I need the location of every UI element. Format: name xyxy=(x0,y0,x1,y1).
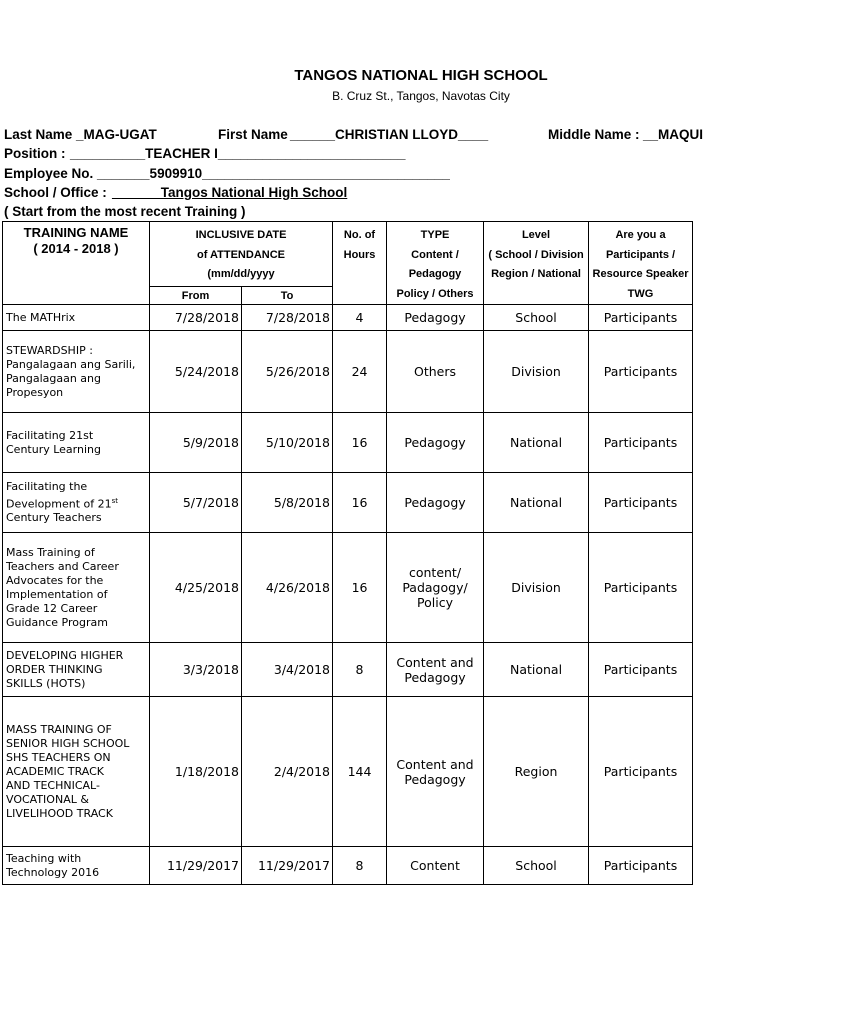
training-name-line: Mass Training of xyxy=(6,545,95,559)
date-to-cell: 5/10/2018 xyxy=(242,413,333,473)
level-cell: Division xyxy=(484,331,589,413)
table-row xyxy=(3,413,693,473)
type-cell xyxy=(387,533,484,643)
type-line: Pedagogy xyxy=(404,435,466,450)
training-name-line: Century Teachers xyxy=(6,511,102,525)
school-office-value: __ Tangos National High School xyxy=(112,185,348,200)
middle-name-value: __MAQUI xyxy=(643,127,704,142)
type-line: Content and xyxy=(396,756,474,772)
training-name-line: Teachers and Career xyxy=(6,559,119,573)
last-name-value: _MAG-UGAT xyxy=(76,127,157,142)
table-row xyxy=(3,697,693,847)
header-type-line: Content / xyxy=(411,248,459,261)
level-cell: School xyxy=(484,305,589,331)
role-cell: Participants xyxy=(589,533,693,643)
ordinal-suffix: st xyxy=(111,496,119,505)
training-name-line: STEWARDSHIP : xyxy=(6,343,93,357)
date-from-cell: 5/24/2018 xyxy=(150,331,242,413)
school-address: B. Cruz St., Tangos, Navotas City xyxy=(332,89,510,103)
header-inclusive-date-line: INCLUSIVE DATE xyxy=(195,229,287,241)
header-level-line: Region / National xyxy=(491,268,581,280)
date-from-cell: 5/9/2018 xyxy=(150,413,242,473)
table-row xyxy=(3,533,693,643)
header-role-line: TWG xyxy=(627,287,654,300)
type-line: content/ xyxy=(408,565,462,580)
trainings-table xyxy=(2,221,693,885)
header-type-line: TYPE xyxy=(420,229,450,241)
training-name-line: Facilitating the xyxy=(6,479,88,493)
table-row xyxy=(3,643,693,697)
training-name-line: DEVELOPING HIGHER xyxy=(6,648,124,662)
school-office-label: School / Office : xyxy=(4,185,107,200)
date-from-cell: 11/29/2017 xyxy=(150,847,242,885)
employee-no-value: _______5909910_________________________________ xyxy=(97,166,450,181)
training-name-line: Development of 21st xyxy=(6,496,119,511)
header-from: From xyxy=(150,287,242,305)
role-cell: Participants xyxy=(589,413,693,473)
date-to-cell: 4/26/2018 xyxy=(242,533,333,643)
type-cell xyxy=(387,331,484,413)
type-line: Content xyxy=(410,858,460,873)
training-name-line: ACADEMIC TRACK xyxy=(6,764,105,778)
training-instruction: ( Start from the most recent Training ) xyxy=(4,204,246,219)
type-cell xyxy=(387,413,484,473)
training-name-line: LIVELIHOOD TRACK xyxy=(6,806,113,820)
level-cell: National xyxy=(484,643,589,697)
training-name-line: Technology 2016 xyxy=(6,865,100,879)
training-name-line: AND TECHNICAL- xyxy=(6,778,100,792)
date-to-cell: 2/4/2018 xyxy=(242,697,333,847)
training-name-cell xyxy=(3,643,150,697)
level-cell: School xyxy=(484,847,589,885)
type-line: Pedagogy xyxy=(404,495,466,510)
header-hours-line: No. of xyxy=(343,229,376,241)
header-level-line: ( School / Division xyxy=(488,248,584,261)
hours-cell: 8 xyxy=(333,847,387,885)
type-cell xyxy=(387,697,484,847)
date-to-cell: 3/4/2018 xyxy=(242,643,333,697)
level-cell: National xyxy=(484,473,589,533)
hours-cell: 24 xyxy=(333,331,387,413)
role-cell: Participants xyxy=(589,847,693,885)
middle-name-label: Middle Name : xyxy=(548,127,640,142)
training-name-line: SENIOR HIGH SCHOOL xyxy=(6,736,130,750)
training-name-cell xyxy=(3,331,150,413)
school-name: TANGOS NATIONAL HIGH SCHOOL xyxy=(294,67,548,84)
role-cell: Participants xyxy=(589,305,693,331)
training-name-line: Teaching with xyxy=(6,851,82,865)
training-name-line: Pangalagaan ang xyxy=(6,371,101,385)
date-from-cell: 7/28/2018 xyxy=(150,305,242,331)
header-type xyxy=(387,222,484,305)
header-year-range: ( 2014 - 2018 ) xyxy=(33,241,119,256)
header-training-name-label: TRAINING NAME xyxy=(23,225,129,240)
header-level xyxy=(484,222,589,305)
employee-no-label: Employee No. xyxy=(4,166,94,181)
date-to-cell: 11/29/2017 xyxy=(242,847,333,885)
role-cell: Participants xyxy=(589,331,693,413)
type-line: Policy xyxy=(417,595,453,610)
header-hours xyxy=(333,222,387,305)
training-name-line: Implementation of xyxy=(6,587,108,601)
position-label: Position : xyxy=(4,146,66,161)
table-row xyxy=(3,847,693,885)
header-to: To xyxy=(242,287,333,305)
training-name-line: VOCATIONAL & xyxy=(6,792,89,806)
date-from-cell: 1/18/2018 xyxy=(150,697,242,847)
type-line: Padagogy/ xyxy=(402,580,468,595)
training-name-line: SKILLS (HOTS) xyxy=(6,676,86,690)
header-type-line: Policy / Others xyxy=(396,287,474,300)
type-line: Pedagogy xyxy=(404,310,466,325)
training-name-line: Century Learning xyxy=(6,442,101,456)
training-name-cell xyxy=(3,305,150,331)
type-cell xyxy=(387,305,484,331)
role-cell: Participants xyxy=(589,697,693,847)
training-name-line: Grade 12 Career xyxy=(6,601,98,615)
last-name-label: Last Name xyxy=(4,127,73,142)
training-name-cell xyxy=(3,697,150,847)
header-inclusive-date-line: (mm/dd/yyyy xyxy=(207,268,275,280)
header-level-line: Level xyxy=(521,229,551,241)
level-cell: Division xyxy=(484,533,589,643)
header-role-line: Resource Speaker xyxy=(592,268,689,280)
training-name-cell xyxy=(3,533,150,643)
header-role-line: Participants / xyxy=(605,248,676,261)
training-name-line: Propesyon xyxy=(6,385,64,399)
table-row xyxy=(3,305,693,331)
hours-cell: 8 xyxy=(333,643,387,697)
level-cell: National xyxy=(484,413,589,473)
training-name-cell xyxy=(3,847,150,885)
table-row xyxy=(3,331,693,413)
table-row xyxy=(3,473,693,533)
training-name-line: MASS TRAINING OF xyxy=(6,722,112,736)
table-header-row xyxy=(3,222,693,287)
type-line: Others xyxy=(414,364,457,379)
level-cell: Region xyxy=(484,697,589,847)
first-name-label: First Name xyxy=(218,127,288,142)
training-name-line: Guidance Program xyxy=(6,615,108,629)
hours-cell: 16 xyxy=(333,413,387,473)
position-value: __________TEACHER I_________________________ xyxy=(70,146,406,161)
type-line: Content and xyxy=(396,654,474,670)
date-from-cell: 4/25/2018 xyxy=(150,533,242,643)
type-line: Pedagogy xyxy=(404,771,466,787)
training-name-line: Facilitating 21st xyxy=(6,428,94,442)
training-name-line: Pangalagaan ang Sarili, xyxy=(6,357,136,371)
type-line: Pedagogy xyxy=(404,669,466,685)
header-role xyxy=(589,222,693,305)
header-role-line: Are you a xyxy=(615,229,666,241)
header-hours-line: Hours xyxy=(343,248,376,261)
training-name-line: Advocates for the xyxy=(6,573,104,587)
type-cell xyxy=(387,643,484,697)
header-training-name xyxy=(3,222,150,305)
role-cell: Participants xyxy=(589,643,693,697)
training-name-cell xyxy=(3,473,150,533)
training-name-cell xyxy=(3,413,150,473)
training-name-line: ORDER THINKING xyxy=(6,662,103,676)
date-to-cell: 5/26/2018 xyxy=(242,331,333,413)
training-name-line: The MATHrix xyxy=(6,310,76,324)
hours-cell: 144 xyxy=(333,697,387,847)
header-inclusive-date-line: of ATTENDANCE xyxy=(197,248,285,261)
type-cell xyxy=(387,847,484,885)
date-to-cell: 5/8/2018 xyxy=(242,473,333,533)
type-cell xyxy=(387,473,484,533)
header-type-line: Pedagogy xyxy=(408,268,462,280)
first-name-value: ______CHRISTIAN LLOYD____ xyxy=(290,127,489,142)
hours-cell: 16 xyxy=(333,533,387,643)
hours-cell: 16 xyxy=(333,473,387,533)
training-name-line: SHS TEACHERS ON xyxy=(6,750,111,764)
date-from-cell: 3/3/2018 xyxy=(150,643,242,697)
date-from-cell: 5/7/2018 xyxy=(150,473,242,533)
date-to-cell: 7/28/2018 xyxy=(242,305,333,331)
hours-cell: 4 xyxy=(333,305,387,331)
header-inclusive-date xyxy=(150,222,333,287)
role-cell: Participants xyxy=(589,473,693,533)
